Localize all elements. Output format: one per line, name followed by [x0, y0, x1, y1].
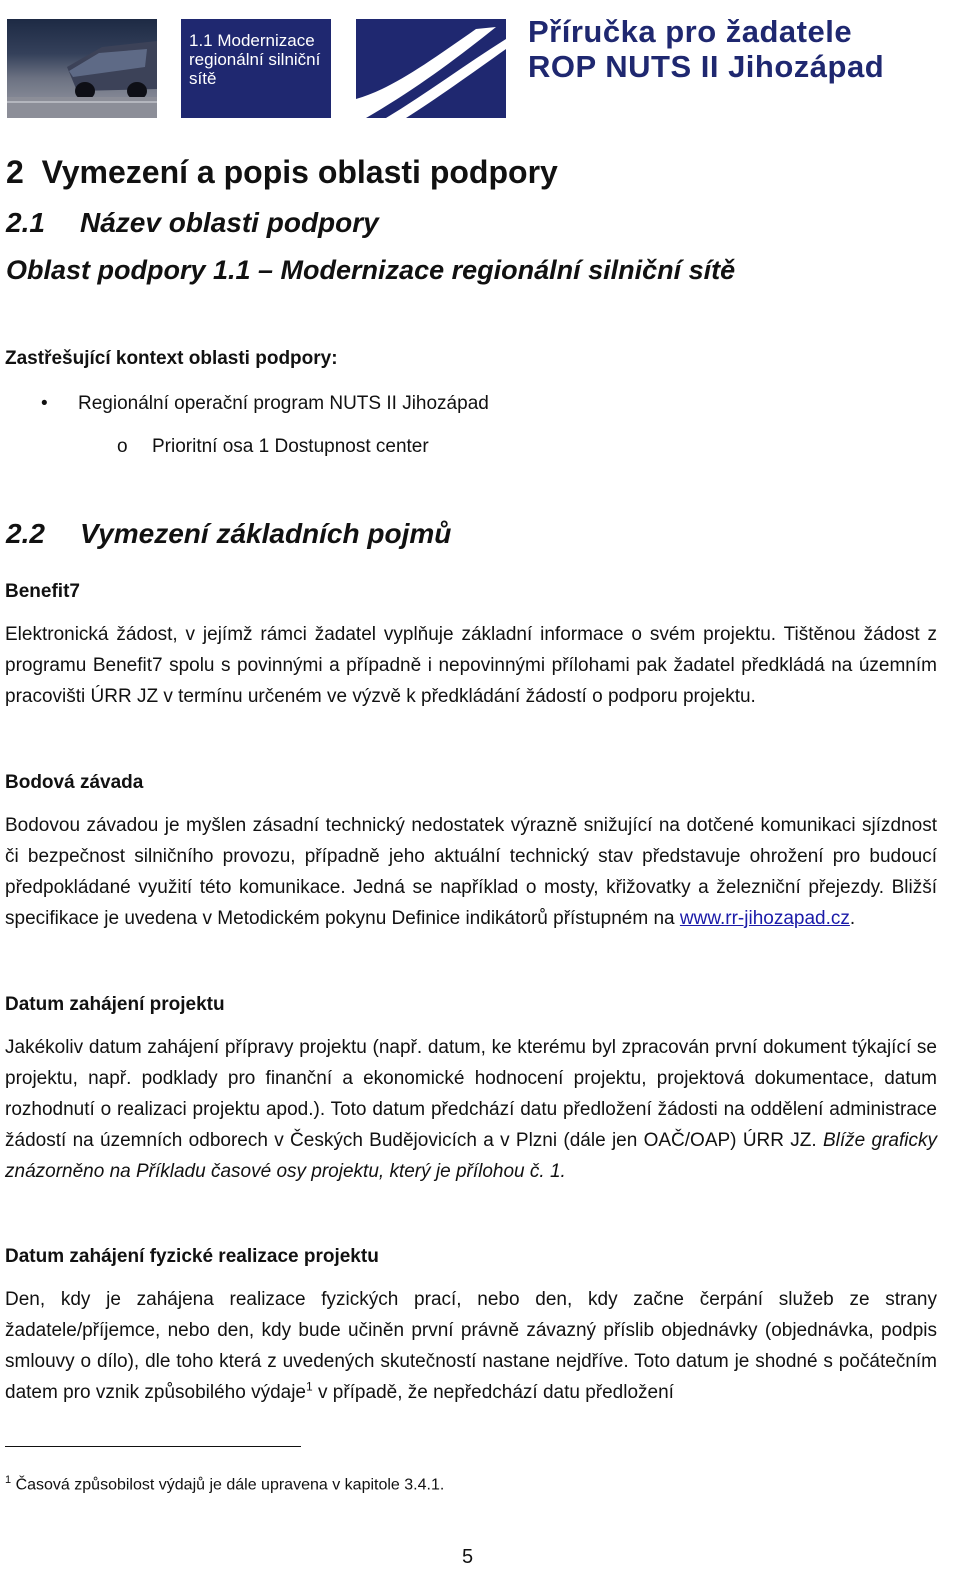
subsection-heading-2-1 — [6, 207, 379, 239]
header-section-banner — [181, 19, 331, 118]
sub-bullet-item-axis: Prioritní osa 1 Dostupnost center — [152, 436, 429, 457]
page-number: 5 — [462, 1546, 474, 1568]
footnote — [5, 1474, 444, 1494]
handbook-title-line-2: ROP NUTS II Jihozápad — [528, 49, 885, 84]
bullet-item-program: Regionální operační program NUTS II Jihozápad — [78, 393, 489, 414]
banner-line: sítě — [189, 69, 217, 88]
term-text: Jakékoliv datum zahájení přípravy projektu (např. datum, ke kterému byl zpracován první dokument týkající se projektu, např. podklady pro finanční a ekonomické hodnocení projektu, projektová dokumentace, datum rozhodnutí o realizaci projektu apod.). Toto datum předchází datu předložení žádosti na oddělení administrace žádostí na územních odborech v Českých Budějovicích a v Plzni (dále jen OAČ/OAP) ÚRR JZ. — [5, 1037, 937, 1151]
subsection-title: Vymezení základních pojmů — [80, 518, 452, 549]
subsection-heading-2-2 — [6, 518, 451, 550]
footnote-reference[interactable]: 1 — [306, 1379, 313, 1394]
term-text: Den, kdy je zahájena realizace fyzických prací, nebo den, kdy začne čerpání služeb ze strany žadatele/příjemce, nebo den, kdy bude učiněn první právně závazný příslib objednávky (objednávka, podpis smlouvy o dílo), dle toho která z uvedených skutečností nastane nejdříve. Toto datum je shodné s počátečním datem pro vznik způsobilého výdaje — [5, 1289, 937, 1403]
context-label: Zastřešující kontext oblasti podpory: — [5, 348, 338, 369]
car-photo-graphic — [7, 19, 157, 118]
sub-bullet-marker: o — [117, 436, 128, 457]
subsection-title: Název oblasti podpory — [80, 207, 379, 238]
website-link[interactable]: www.rr-jihozapad.cz — [679, 908, 850, 929]
term-label-datum-zahajeni: Datum zahájení projektu — [5, 994, 225, 1015]
bullet-marker: • — [41, 393, 48, 414]
handbook-title — [528, 14, 958, 84]
footnote-divider — [5, 1446, 301, 1447]
handbook-title-line-1: Příručka pro žadatele — [528, 14, 853, 49]
term-label-benefit7: Benefit7 — [5, 581, 80, 602]
subsection-number: 2.2 — [6, 518, 45, 549]
header-car-photo — [7, 19, 157, 118]
footnote-text: Časová způsobilost výdajů je dále upravena v kapitole 3.4.1. — [15, 1476, 445, 1494]
subsection-number: 2.1 — [6, 207, 45, 238]
section-heading — [6, 154, 558, 191]
term-text-end: v případě, že nepředchází datu předložení — [317, 1382, 674, 1403]
footnote-marker: 1 — [5, 1474, 12, 1486]
term-label-fyzicka-realizace: Datum zahájení fyzické realizace projektu — [5, 1246, 379, 1267]
term-text-bodova-zavada — [5, 810, 937, 934]
section-number: 2 — [6, 154, 24, 190]
road-swoosh-graphic — [356, 19, 506, 118]
term-label-bodova-zavada: Bodová závada — [5, 772, 144, 793]
support-area-title: Oblast podpory 1.1 – Modernizace regionální silniční sítě — [6, 255, 736, 285]
term-text-end: . — [849, 908, 856, 929]
term-text-benefit7: Elektronická žádost, v jejímž rámci žadatel vyplňuje základní informace o svém projektu. Tištěnou žádost z programu Benefit7 spolu s povinnými a případně i nepovinnými přílohami pak žadatel předkládá na územním pracovišti ÚRR JZ v termínu určeném ve výzvě k předkládání žádostí o podporu projektu. — [5, 624, 937, 707]
term-text-italic-note: Blíže graficky znázorněno na Příkladu časové osy projektu, který je přílohou č. 1. — [5, 1130, 937, 1182]
term-text-datum-zahajeni — [5, 1032, 937, 1187]
banner-line: 1.1 Modernizace — [189, 31, 315, 50]
section-title: Vymezení a popis oblasti podpory — [41, 154, 558, 190]
banner-line: regionální silniční — [189, 50, 321, 69]
header-road-graphic — [356, 19, 506, 118]
term-text: Bodovou závadou je myšlen zásadní technický nedostatek výrazně snižující na dotčené komunikaci sjízdnost či bezpečnost silničního provozu, případně jeho aktuální technický stav představuje ohrožení pro budoucí předpokládané využití této komunikace. Jedná se například o mosty, křižovatky a železniční přejezdy. Bližší specifikace je uvedena v Metodickém pokynu Definice indikátorů přístupném na — [5, 815, 937, 929]
term-text-fyzicka-realizace — [5, 1284, 937, 1408]
